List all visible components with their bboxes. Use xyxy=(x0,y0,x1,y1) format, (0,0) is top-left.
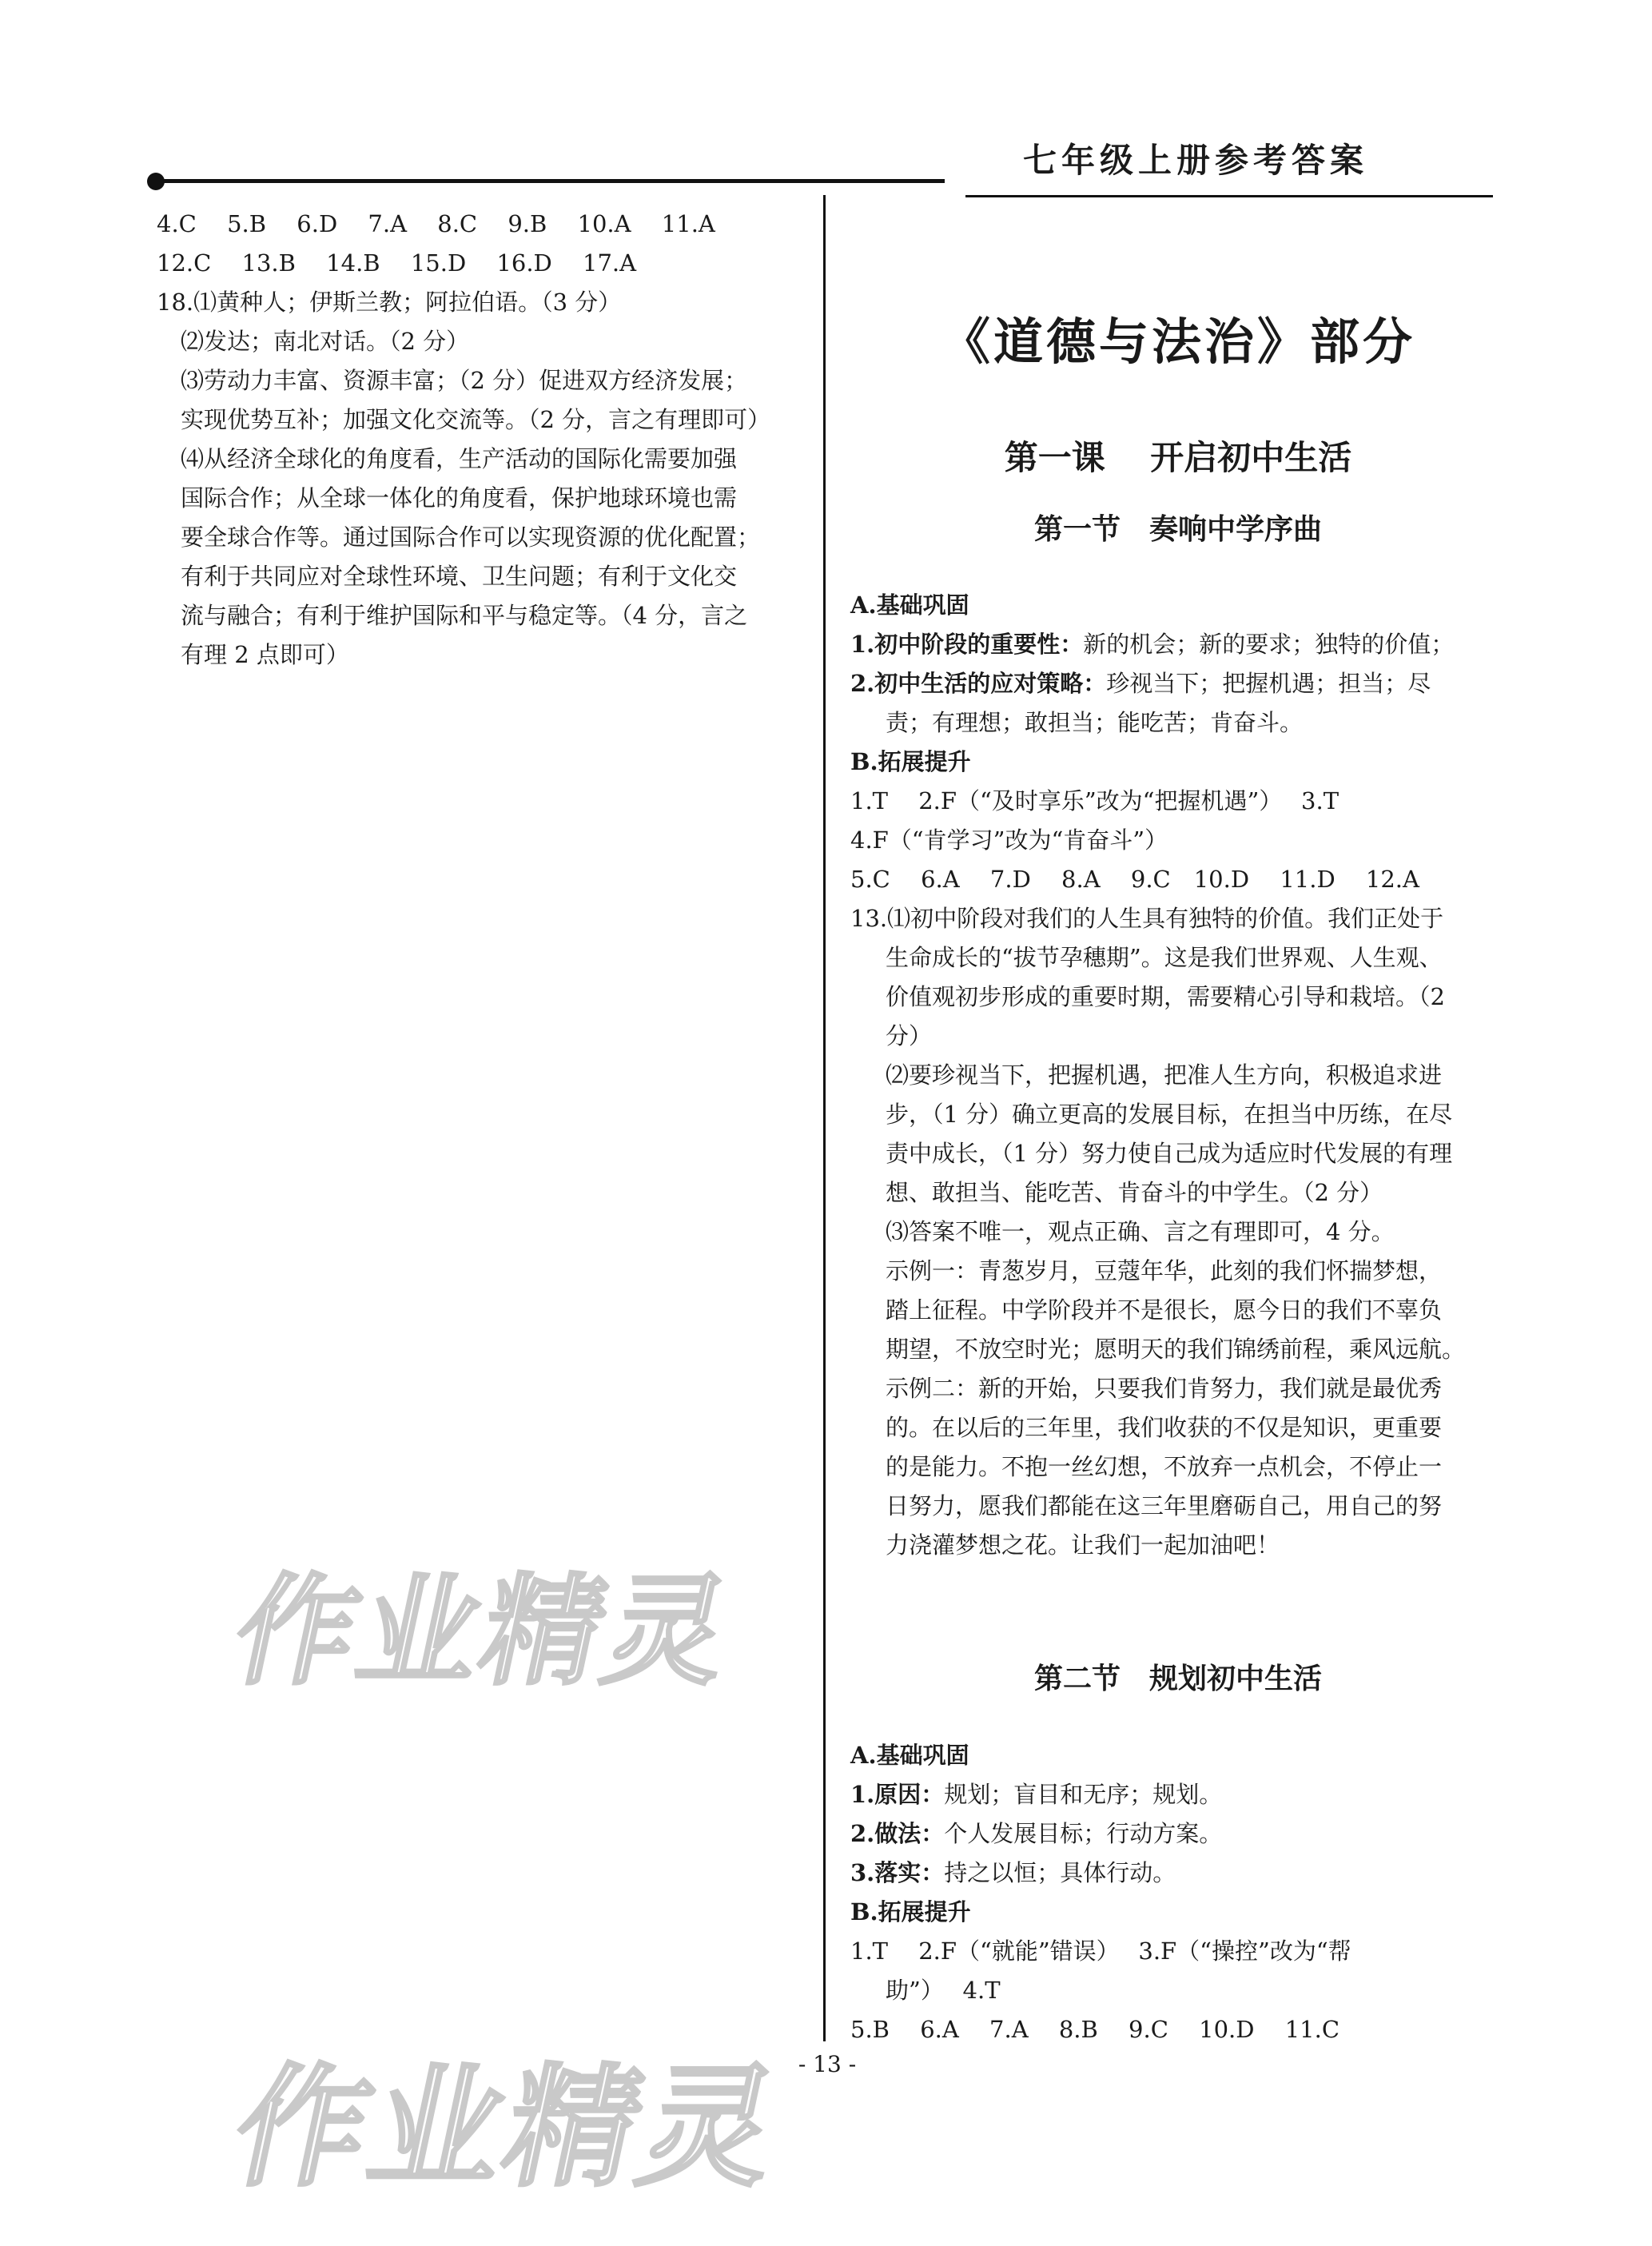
answer-line: 5.B 6.A 7.A 8.B 9.C 10.D 11.C xyxy=(850,2016,1340,2043)
answer-label: 1.原因： xyxy=(850,1781,945,1808)
watermark: 作业精灵 xyxy=(222,1563,745,1702)
left-answer-line: 有利于共同应对全球性环境、卫生问题；有利于文化交 xyxy=(181,563,738,590)
answer-line: 日努力，愿我们都能在这三年里磨砺自己，用自己的努 xyxy=(886,1492,1443,1519)
answer-label: 3.落实： xyxy=(850,1859,945,1886)
header-title: 七年级上册参考答案 xyxy=(1023,141,1369,180)
section-heading: B.拓展提升 xyxy=(850,748,971,775)
column-divider xyxy=(823,195,826,2041)
header-rule-left xyxy=(157,179,945,183)
answer-label: 1.初中阶段的重要性： xyxy=(850,631,1084,658)
answer-line xyxy=(850,633,1454,656)
section-heading: A.基础巩固 xyxy=(850,1742,969,1769)
answer-line: 1.T 2.F（“及时享乐”改为“把握机遇”） 3.T xyxy=(850,787,1340,814)
left-answer-line: 要全球合作等。通过国际合作可以实现资源的优化配置； xyxy=(181,524,761,551)
answer-line: 4.F（“肯学习”改为“肯奋斗”） xyxy=(850,826,1168,854)
answer-text: 珍视当下；把握机遇；担当；尽 xyxy=(1106,670,1431,697)
answer-line: 踏上征程。中学阶段并不是很长，愿今日的我们不辜负 xyxy=(886,1296,1443,1324)
watermark: 作业精灵 xyxy=(221,2051,794,2204)
answer-line: 1.T 2.F（“就能”错误） 3.F（“操控”改为“帮 xyxy=(850,1937,1351,1965)
section-heading: B.拓展提升 xyxy=(850,1898,971,1925)
answer-line: 示例一：青葱岁月，豆蔻年华，此刻的我们怀揣梦想， xyxy=(886,1257,1443,1284)
answer-line: 期望，不放空时光；愿明天的我们锦绣前程，乘风远航。 xyxy=(886,1336,1466,1363)
answer-text: 个人发展目标；行动方案。 xyxy=(944,1820,1223,1847)
answer-line: 5.C 6.A 7.D 8.A 9.C 10.D 11.D 12.A xyxy=(850,866,1419,893)
answer-line: 13.⑴初中阶段对我们的人生具有独特的价值。我们正处于 xyxy=(850,905,1444,932)
answer-line: 责；有理想；敢担当；能吃苦；肯奋斗。 xyxy=(886,709,1304,736)
answer-line: 价值观初步形成的重要时期，需要精心引导和栽培。（2 xyxy=(886,983,1445,1010)
answer-line: 想、敢担当、能吃苦、肯奋斗的中学生。（2 分） xyxy=(886,1179,1383,1206)
answer-line: 力浇灌梦想之花。让我们一起加油吧！ xyxy=(886,1531,1280,1559)
answer-label: 2.初中生活的应对策略： xyxy=(850,670,1107,697)
answer-text: 持之以恒；具体行动。 xyxy=(944,1859,1176,1886)
answer-line: 责中成长，（1 分）努力使自己成为适应时代发展的有理 xyxy=(886,1140,1453,1167)
left-answer-line: ⑷从经济全球化的角度看，生产活动的国际化需要加强 xyxy=(181,445,738,472)
left-answer-line: 有理 2 点即可） xyxy=(181,641,349,668)
answer-line: 示例二：新的开始，只要我们肯努力，我们就是最优秀 xyxy=(886,1375,1443,1402)
left-answer-line: 国际合作；从全球一体化的角度看，保护地球环境也需 xyxy=(181,484,738,512)
answer-line xyxy=(850,1859,1176,1886)
left-answer-line: 实现优势互补；加强文化交流等。（2 分，言之有理即可） xyxy=(181,406,771,433)
lesson-title: 第一课 开启初中生活 xyxy=(1004,438,1352,477)
answer-line: 的是能力。不抱一丝幻想，不放弃一点机会，不停止一 xyxy=(886,1453,1443,1480)
answer-line xyxy=(850,1783,1222,1806)
answer-line: 分） xyxy=(886,1022,933,1049)
answer-line: ⑶答案不唯一，观点正确、言之有理即可，4 分。 xyxy=(886,1218,1395,1245)
section-heading: A.基础巩固 xyxy=(850,591,969,619)
left-answer-line: ⑵发达；南北对话。（2 分） xyxy=(181,328,470,355)
answer-line: 步，（1 分）确立更高的发展目标，在担当中历练，在尽 xyxy=(886,1101,1453,1128)
answer-line xyxy=(850,672,1431,695)
left-answer-line: 流与融合；有利于维护国际和平与稳定等。（4 分，言之 xyxy=(181,602,748,629)
answer-text: 规划；盲目和无序；规划。 xyxy=(944,1781,1223,1808)
answer-label: 2.做法： xyxy=(850,1820,945,1847)
header-rule-right xyxy=(965,195,1493,197)
page-number: - 13 - xyxy=(798,2051,857,2077)
answer-line: 助”） 4.T xyxy=(886,1977,1001,2004)
answer-line: 生命成长的“拔节孕穗期”。这是我们世界观、人生观、 xyxy=(886,944,1443,971)
answer-line: ⑵要珍视当下，把握机遇，把准人生方向，积极追求进 xyxy=(886,1061,1443,1089)
answer-line xyxy=(850,1822,1222,1846)
section-title: 第二节 规划初中生活 xyxy=(1033,1662,1322,1695)
part-title: 《道德与法治》部分 xyxy=(940,313,1415,371)
answer-line: 的。在以后的三年里，我们收获的不仅是知识，更重要 xyxy=(886,1414,1443,1441)
left-answer-line: ⑶劳动力丰富、资源丰富；（2 分）促进双方经济发展； xyxy=(181,367,748,394)
answer-text: 新的机会；新的要求；独特的价值； xyxy=(1083,631,1455,658)
section-title: 第一节 奏响中学序曲 xyxy=(1033,512,1322,546)
left-answer-line: 18.⑴黄种人；伊斯兰教；阿拉伯语。（3 分） xyxy=(157,289,622,316)
left-answer-line: 12.C 13.B 14.B 15.D 16.D 17.A xyxy=(157,249,637,277)
left-answer-line: 4.C 5.B 6.D 7.A 8.C 9.B 10.A 11.A xyxy=(157,210,715,237)
